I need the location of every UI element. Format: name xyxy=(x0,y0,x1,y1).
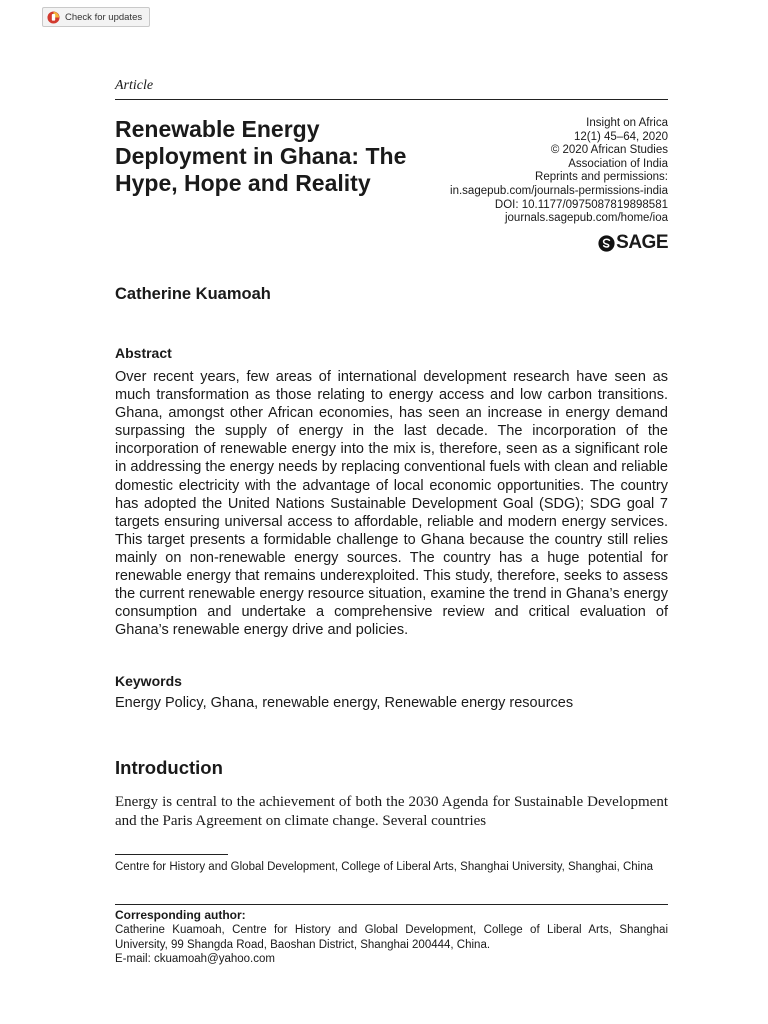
crossmark-icon xyxy=(47,11,60,24)
journal-name: Insight on Africa xyxy=(586,117,668,129)
corresponding-author-details: Catherine Kuamoah, Centre for History and Global Development, College of Liberal Arts, Shanghai University, 99 Shangda Road, Baoshan District, Shanghai 200444, China. xyxy=(115,924,668,951)
introduction-text: Energy is central to the achievement of both the 2030 Agenda for Sustainable Development and the Paris Agreement on climate change. Several countries xyxy=(115,794,668,829)
footnote-divider xyxy=(115,854,228,855)
journal-info xyxy=(450,117,668,226)
journal-homepage-link[interactable]: journals.sagepub.com/home/ioa xyxy=(504,212,668,225)
copyright-line-1: © 2020 African Studies xyxy=(550,144,668,157)
corresponding-divider xyxy=(115,904,668,905)
sage-emblem-icon xyxy=(598,235,615,252)
author-email[interactable]: E-mail: ckuamoah@yahoo.com xyxy=(115,953,275,965)
doi-link[interactable]: DOI: 10.1177/0975087819898581 xyxy=(494,198,668,211)
article-type: Article xyxy=(115,78,154,93)
corresponding-author-heading: Corresponding author: xyxy=(115,908,246,922)
introduction-heading: Introduction xyxy=(115,757,223,778)
author-affiliation: Centre for History and Global Development, College of Liberal Arts, Shanghai University, Shanghai, China xyxy=(115,861,654,873)
publisher-logo xyxy=(598,232,668,254)
journal-volume: 12(1) 45–64, 2020 xyxy=(574,130,668,143)
check-for-updates-label: Check for updates xyxy=(65,11,143,23)
copyright-line-2: Association of India xyxy=(568,157,668,170)
header-divider xyxy=(115,99,668,100)
reprints-link[interactable]: in.sagepub.com/journals-permissions-india xyxy=(450,184,668,197)
publisher-name: SAGE xyxy=(616,232,668,253)
abstract-heading: Abstract xyxy=(115,345,172,361)
reprints-label: Reprints and permissions: xyxy=(535,171,668,184)
check-for-updates-button[interactable] xyxy=(42,7,150,27)
paper-title: Renewable Energy Deployment in Ghana: The Hype, Hope and Reality xyxy=(115,116,407,196)
keywords-heading: Keywords xyxy=(115,673,182,689)
keywords-list: Energy Policy, Ghana, renewable energy, Renewable energy resources xyxy=(115,695,574,711)
author-name: Catherine Kuamoah xyxy=(115,285,271,303)
abstract-text: Over recent years, few areas of international development research have seen as much transformation as those relating to energy access and low carbon transitions. Ghana, amongst other African economies, has seen an increase in energy demand surpassing the supply of energy in the last decade. The incorporation of the incorporation of renewable energy into the mix is, therefore, seen as a significant role in addressing the energy needs by replacing conventional fuels with clean and reliable domestic electricity with the advantage of local economic opportunities. The country has adopted the United Nations Sustainable Development Goal (SDG); SDG goal 7 targets ensuring universal access to affordable, reliable and modern energy services. This target presents a formidable challenge to Ghana because the country still relies mainly on non-renewable energy sources. The country has a huge potential for renewable energy that remains underexploited. This study, therefore, seeks to assess the current renewable energy resource situation, examine the trend in Ghana’s energy consumption and undertake a comprehensive review and critical evaluation of Ghana’s renewable energy drive and policies. xyxy=(115,369,668,639)
